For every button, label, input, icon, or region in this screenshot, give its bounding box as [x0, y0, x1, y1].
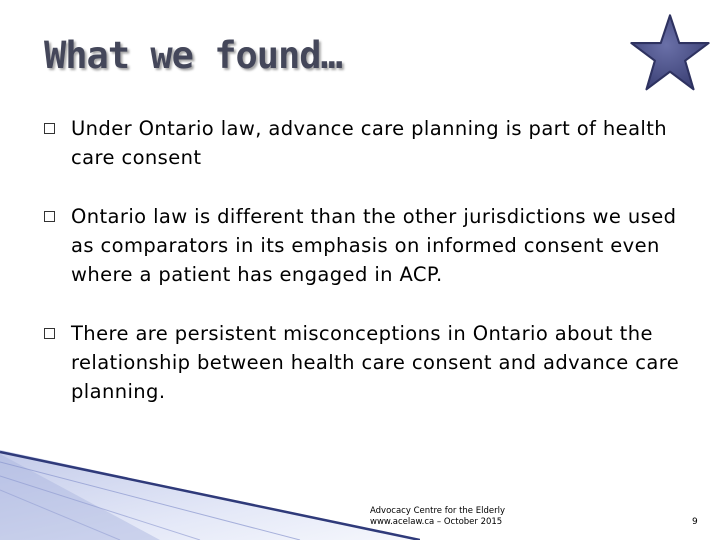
bullet-box-icon	[44, 211, 55, 222]
star-icon	[628, 12, 712, 96]
bullet-item	[44, 202, 684, 289]
bullet-item	[44, 114, 684, 172]
footer-website-date: www.acelaw.ca – October 2015	[370, 517, 503, 527]
bullet-box-icon	[44, 328, 55, 339]
bullet-box-icon	[44, 123, 55, 134]
page-number: 9	[692, 517, 698, 527]
slide-title: What we found…	[44, 34, 342, 77]
bullet-item	[44, 319, 684, 406]
bullet-list	[44, 114, 684, 406]
corner-decoration	[0, 450, 420, 540]
footer	[370, 506, 505, 528]
bullet-text: There are persistent misconceptions in Ontario about the relationship between health care consent and advance care planning.	[71, 322, 680, 403]
footer-organization: Advocacy Centre for the Elderly	[370, 506, 505, 516]
bullet-text: Ontario law is different than the other jurisdictions we used as comparators in its emphasis on informed consent even where a patient has engaged in ACP.	[71, 205, 677, 286]
bullet-text: Under Ontario law, advance care planning is part of health care consent	[71, 117, 668, 169]
